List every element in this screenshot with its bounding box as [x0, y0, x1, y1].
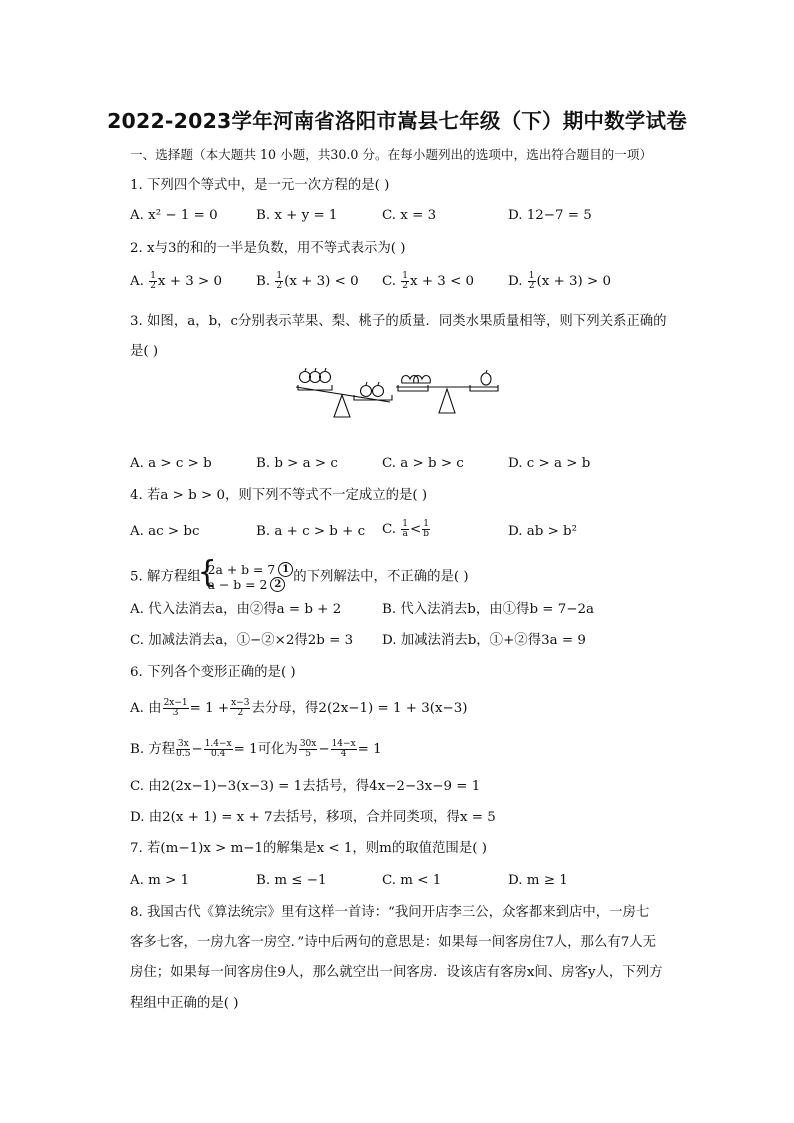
equation-system: { 2a + b = 7 1 a − b = 2 2 — [201, 562, 294, 592]
q5-option-a: A. 代入法消去a，由②得a = b + 2 — [130, 602, 342, 617]
section-heading: 一、选择题（本大题共 10 小题，共30.0 分。在每小题列出的选项中，选出符合题目的一项） — [130, 147, 653, 162]
q4-option-b: B. a + c > b + c — [256, 524, 366, 539]
q1-option-c: C. x = 3 — [382, 208, 437, 223]
balance-scales-figure — [292, 365, 504, 421]
question-3-line-1: 3. 如图，a，b，c分别表示苹果、梨、桃子的质量．同类水果质量相等，则下列关系正确的 — [130, 314, 667, 329]
q3-option-d: D. c > a > b — [508, 456, 591, 471]
q6-option-a: A. 由 $\frac{2x-1}{3}$ = 1 + $\frac{x-3}{2}$ 去分母，得2(2x−1) = 1 + 3(x−3) — [130, 698, 468, 718]
q3-option-b: B. b > a > c — [256, 456, 338, 471]
q4-option-a: A. ac > bc — [130, 524, 200, 539]
page-title: 2022-2023学年河南省洛阳市嵩县七年级（下）期中数学试卷 — [107, 109, 687, 133]
q1-option-b: B. x + y = 1 — [256, 208, 338, 223]
question-8-line-4: 程组中正确的是( ) — [130, 996, 239, 1011]
question-4: 4. 若a > b > 0，则下列不等式不一定成立的是( ) — [130, 488, 428, 503]
q2-option-d: D. $\frac{1}{2}$ (x + 3) > 0 — [508, 271, 612, 291]
q4-option-d: D. ab > b² — [508, 524, 577, 539]
q5-option-b: B. 代入法消去b，由①得b = 7−2a — [382, 602, 594, 617]
q4-option-c: C. $\frac{1}{a}$ < $\frac{1}{b}$ — [382, 519, 430, 539]
question-3-line-2: 是( ) — [130, 344, 159, 359]
q3-option-a: A. a > c > b — [130, 456, 212, 471]
question-1: 1. 下列四个等式中，是一元一次方程的是( ) — [130, 178, 390, 193]
q7-option-d: D. m ≥ 1 — [508, 873, 568, 888]
q3-option-c: C. a > b > c — [382, 456, 464, 471]
q5-option-c: C. 加减法消去a，①−②×2得2b = 3 — [130, 633, 354, 648]
q2-option-b: B. $\frac{1}{2}$ (x + 3) < 0 — [256, 271, 359, 291]
q2-option-a: A. $\frac{1}{2}$ x + 3 > 0 — [130, 271, 222, 291]
q7-option-b: B. m ≤ −1 — [256, 873, 327, 888]
question-8-line-2: 客多七客，一房九客一房空．”诗中后两句的意思是：如果每一间客房住7人，那么有7人无 — [130, 935, 657, 950]
q1-option-d: D. 12−7 = 5 — [508, 208, 592, 223]
q7-option-a: A. m > 1 — [130, 873, 190, 888]
question-7: 7. 若(m−1)x > m−1的解集是x < 1，则m的取值范围是( ) — [130, 841, 487, 856]
question-8-line-3: 房住；如果每一间客房住9人，那么就空出一间客房．设该店有客房x间、房客y人，下列方 — [130, 965, 663, 980]
question-5: 5. 解方程组 { 2a + b = 7 1 a − b = 2 2 的下列解法中，不正确的是( ) — [130, 562, 469, 592]
q2-option-c: C. $\frac{1}{2}$ x + 3 < 0 — [382, 271, 475, 291]
q6-option-d: D. 由2(x + 1) = x + 7去括号，移项，合并同类项，得x = 5 — [130, 810, 496, 825]
q1-option-a: A. x² − 1 = 0 — [130, 208, 218, 223]
q5-option-d: D. 加减法消去b，①+②得3a = 9 — [382, 633, 586, 648]
question-8-line-1: 8. 我国古代《算法统宗》里有这样一首诗：“我问开店李三公，众客都来到店中，一房七 — [130, 905, 650, 920]
question-2: 2. x与3的和的一半是负数，用不等式表示为( ) — [130, 241, 406, 256]
question-6: 6. 下列各个变形正确的是( ) — [130, 665, 296, 680]
q7-option-c: C. m < 1 — [382, 873, 442, 888]
q6-option-b: B. 方程 $\frac{3x}{0.5}$ − $\frac{1.4-x}{0.4}$ = 1可化为 $\frac{30x}{5}$ − $\frac{14-x}{4}$ = 1 — [130, 739, 382, 759]
q6-option-c: C. 由2(2x−1)−3(x−3) = 1去括号，得4x−2−3x−9 = 1 — [130, 779, 481, 794]
